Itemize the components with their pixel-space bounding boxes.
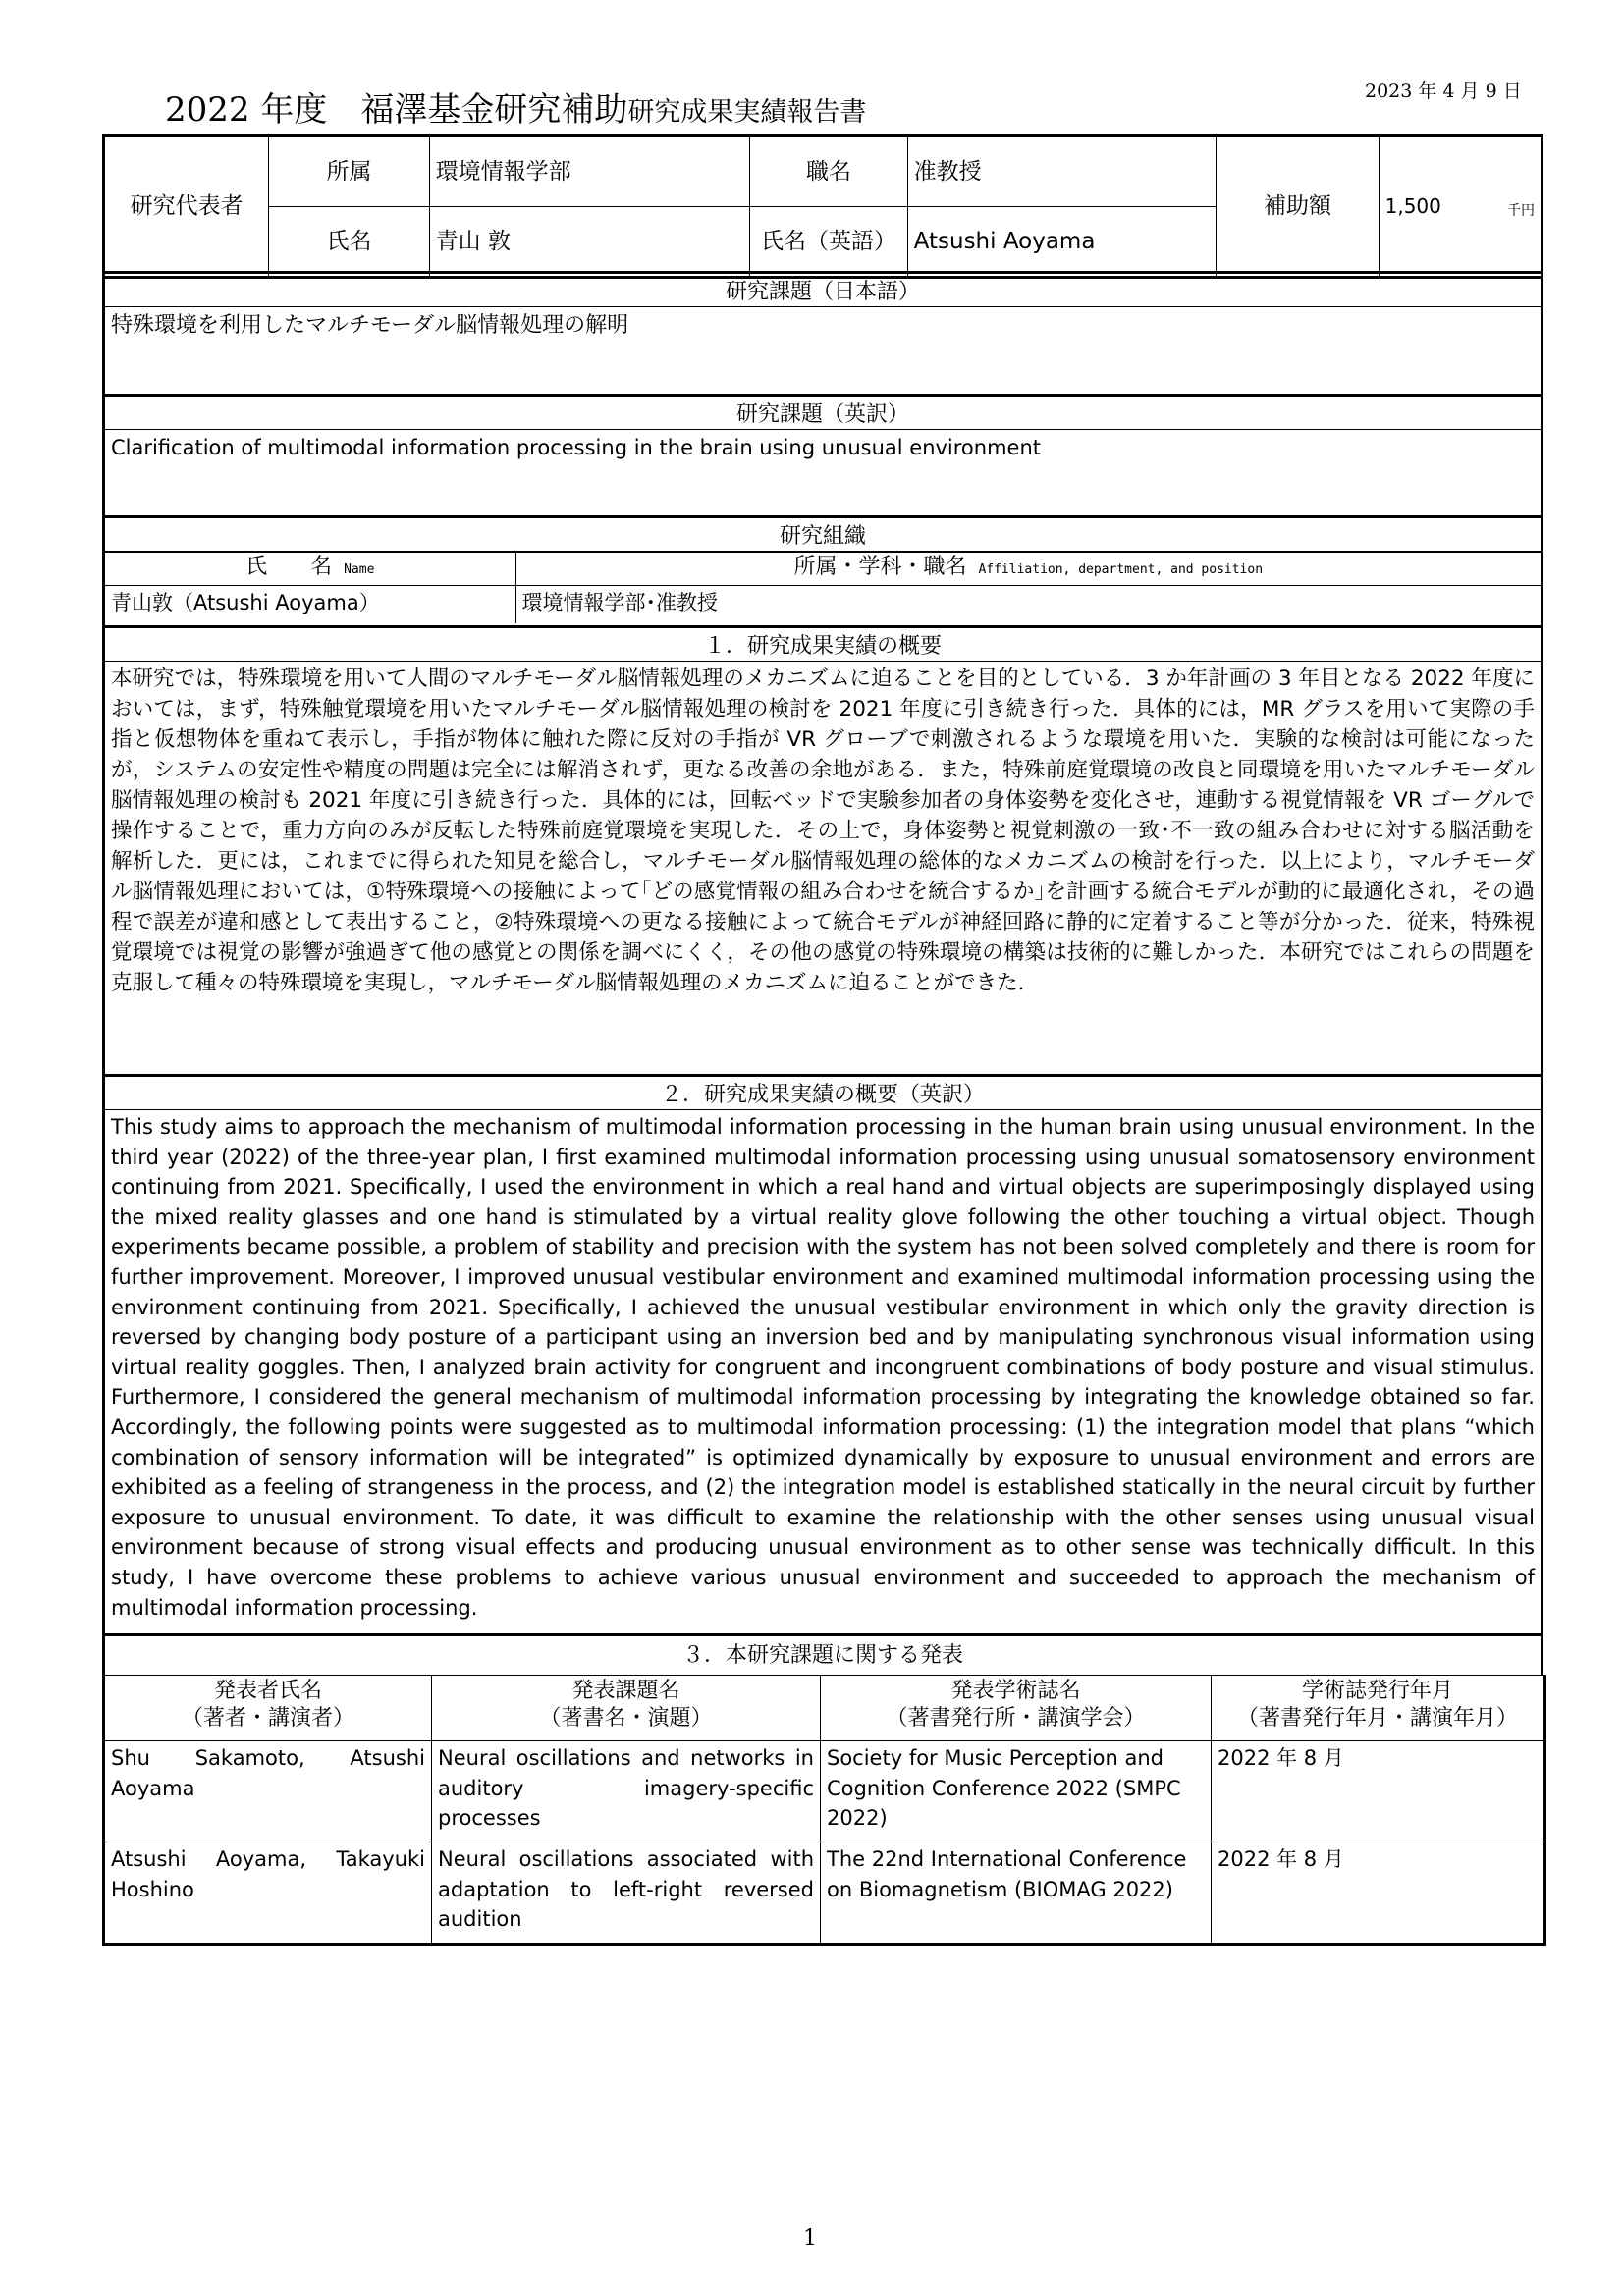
pub-venue: The 22nd International Conference on Biomagnetism (BIOMAG 2022) bbox=[821, 1842, 1212, 1945]
pub-title-line: audition bbox=[438, 1907, 522, 1931]
pub-date: 2022 年 8 月 bbox=[1212, 1842, 1545, 1945]
summary-jp-text: 本研究では，特殊環境を用いて人間のマルチモーダル脳情報処理のメカニズムに迫ることを目的としている．3 か年計画の 3 年目となる 2022 年度においては，まず，特殊触覚環境を用いたマルチモーダル脳情報処理の検討を 2021 年度に引き続き行った．具体的には，MR グラスを用いて実際の手指と仮想物体を重ねて表示し，手指が物体に触れた際に反対の手指が VR グローブで刺激されるような環境を用いた．実験的な検討は可能になったが，システムの安定性や精度の問題は完全には解消されず，更なる改善の余地がある．また，特殊前庭覚環境の改良と同環境を用いたマルチモーダル脳情報処理の検討も 2021 年度に引き続き行った．具体的には，回転ベッドで実験参加者の身体姿勢を変化させ，連動する視覚情報を VR ゴーグルで操作することで，重力方向のみが反転した特殊前庭覚環境を実現した．その上で，身体姿勢と視覚刺激の一致･不一致の組み合わせに対する脳活動を解析した．更には，これまでに得られた知見を総合し，マルチモーダル脳情報処理の総体的なメカニズムの検討を行った．以上により，マルチモーダル脳情報処理においては，①特殊環境への接触によって｢どの感覚情報の組み合わせを統合するか｣を計画する統合モデルが動的に最適化され，その過程で誤差が違和感として表出すること，②特殊環境への更なる接触によって統合モデルが神経回路に静的に定着すること等が分かった．従来，特殊視覚環境では視覚の影響が強過ぎて他の感覚との関係を調べにくく，その他の感覚の特殊環境の構築は技術的に難しかった．本研究ではこれらの問題を克服して種々の特殊環境を実現し，マルチモーダル脳情報処理のメカニズムに迫ることができた． bbox=[111, 667, 1535, 995]
pub-header-venue-sub: （著書発行所・講演学会） bbox=[886, 1706, 1146, 1731]
pub-title-line: auditory imagery-specific bbox=[438, 1776, 814, 1800]
summary-en-section bbox=[102, 1074, 1543, 1633]
pub-header-date-main: 学術誌発行年月 bbox=[1301, 1679, 1453, 1703]
page-number: 1 bbox=[803, 2226, 817, 2251]
summary-jp-heading: １．研究成果実績の概要 bbox=[105, 625, 1541, 662]
pub-title-line: Neural oscillations associated with bbox=[438, 1847, 814, 1871]
pub-author-line: Atsushi Aoyama, Takayuki bbox=[111, 1847, 425, 1871]
grant-amount: 1,500 bbox=[1384, 194, 1441, 218]
pub-title-line: Neural oscillations and networks in bbox=[438, 1746, 814, 1770]
pub-header-title-sub: （著書名・演題） bbox=[539, 1706, 713, 1731]
topic-en-section bbox=[102, 394, 1543, 515]
name-value: 青山 敦 bbox=[429, 207, 750, 278]
organization-table bbox=[105, 552, 1541, 623]
grant-label: 補助額 bbox=[1217, 136, 1379, 278]
publications-heading: ３．本研究課題に関する発表 bbox=[105, 1633, 1541, 1675]
summary-en-text: This study aims to approach the mechanism of multimodal information processing in the human brain using unusual environment. In the third year (2022) of the three-year plan, I first examined multimodal information processing using unusual somatosensory environment continuing from 2021. Specifically, I used the environment in which a real hand and virtual objects are superimposingly displayed using the mixed reality glasses and one hand is stimulated by a virtual reality glove following the other touching a virtual object. Though experiments became possible, a problem of stability and precision with the system has not been solved completely and there is room for further improvement. Moreover, I improved unusual vestibular environment and examined multimodal information processing using the environment continuing from 2021. Specifically, I achieved the unusual vestibular environment in which only the gravity direction is reversed by changing body posture of a participant using an inversion bed and by manipulating synchronous visual information using virtual reality goggles. Then, I analyzed brain activity for congruent and incongruent combinations of body posture and visual stimulus. Furthermore, I considered the general mechanism of multimodal information processing by integrating the knowledge obtained so far. Accordingly, the following points were suggested as to multimodal information processing: (1) the integration model that plans “which combination of sensory information will be integrated” is optimized dynamically by exposure to unusual environment and errors are exhibited as a feeling of strangeness in the process, and (2) the integration model is established statically in the neural circuit by further exposure to unusual environment. To date, it was difficult to examine the relationship with the other senses using unusual visual environment because of strong visual effects and producing unusual environment as to other sense was technically difficult. In this study, I have overcome these problems to achieve various unusual environment and succeeded to approach the mechanism of multimodal information processing. bbox=[111, 1115, 1535, 1620]
topic-jp-text: 特殊環境を利用したマルチモーダル脳情報処理の解明 bbox=[111, 313, 629, 338]
position-label: 職名 bbox=[750, 136, 907, 207]
org-col-aff-en: Affiliation, department, and position bbox=[978, 562, 1264, 577]
pub-header-title bbox=[432, 1676, 821, 1741]
pub-author-line: Hoshino bbox=[111, 1877, 194, 1901]
pub-header-author bbox=[104, 1676, 432, 1741]
summary-jp-section bbox=[102, 625, 1543, 1074]
pub-author bbox=[104, 1842, 432, 1945]
org-col-affiliation bbox=[515, 553, 1541, 586]
pub-author-line: Shu Sakamoto, Atsushi bbox=[111, 1746, 425, 1770]
pub-date: 2022 年 8 月 bbox=[1212, 1741, 1545, 1842]
pub-author-line: Aoyama bbox=[111, 1776, 195, 1800]
org-member-name: 青山敦（Atsushi Aoyama） bbox=[105, 586, 515, 624]
name-label: 氏名 bbox=[269, 207, 429, 278]
org-member-affiliation: 環境情報学部･准教授 bbox=[515, 586, 1541, 624]
pub-venue: Society for Music Perception and Cognition Conference 2022 (SMPC 2022) bbox=[821, 1741, 1212, 1842]
grant-unit: 千円 bbox=[1507, 203, 1535, 219]
org-col-name-jp: 氏 名 bbox=[245, 555, 333, 579]
affiliation-value: 環境情報学部 bbox=[429, 136, 750, 207]
topic-jp-heading: 研究課題（日本語） bbox=[105, 271, 1541, 307]
report-title bbox=[165, 82, 866, 131]
grant-amount-cell bbox=[1379, 136, 1542, 278]
pub-header-venue bbox=[821, 1676, 1212, 1741]
affiliation-label: 所属 bbox=[269, 136, 429, 207]
representative-table bbox=[102, 134, 1543, 279]
summary-en-heading: ２．研究成果実績の概要（英訳） bbox=[105, 1074, 1541, 1110]
pub-header-date bbox=[1212, 1676, 1545, 1741]
pub-header-venue-main: 発表学術誌名 bbox=[950, 1679, 1081, 1703]
publications-section bbox=[102, 1633, 1543, 1675]
pub-title bbox=[432, 1741, 821, 1842]
org-col-name-en: Name bbox=[344, 562, 375, 577]
table-row bbox=[104, 1842, 1545, 1945]
table-row bbox=[104, 1741, 1545, 1842]
representative-label: 研究代表者 bbox=[104, 136, 269, 278]
name-en-value: Atsushi Aoyama bbox=[907, 207, 1217, 278]
report-title-sub: 研究成果実績報告書 bbox=[627, 97, 867, 128]
topic-en-heading: 研究課題（英訳） bbox=[105, 394, 1541, 430]
pub-title bbox=[432, 1842, 821, 1945]
pub-header-author-sub: （著者・講演者） bbox=[181, 1706, 354, 1731]
pub-header-date-sub: （著書発行年月・講演年月） bbox=[1236, 1706, 1518, 1731]
report-title-main: 2022 年度 福澤基金研究補助 bbox=[165, 90, 628, 130]
topic-jp-section bbox=[102, 271, 1543, 394]
publications-table bbox=[102, 1675, 1546, 1946]
pub-author bbox=[104, 1741, 432, 1842]
org-col-aff-jp: 所属・学科・職名 bbox=[793, 555, 967, 579]
org-col-name bbox=[105, 553, 515, 586]
pub-header-author-main: 発表者氏名 bbox=[213, 1679, 322, 1703]
topic-en-text: Clarification of multimodal information processing in the brain using unusual environment bbox=[111, 436, 1042, 459]
organization-section bbox=[102, 515, 1543, 625]
report-date: 2023 年 4 月 9 日 bbox=[1365, 80, 1522, 102]
pub-header-title-main: 発表課題名 bbox=[571, 1679, 680, 1703]
name-en-label: 氏名（英語） bbox=[750, 207, 907, 278]
pub-title-line: processes bbox=[438, 1806, 541, 1830]
pub-title-line: adaptation to left-right reversed bbox=[438, 1877, 814, 1901]
organization-heading: 研究組織 bbox=[105, 515, 1541, 552]
position-value: 准教授 bbox=[907, 136, 1217, 207]
